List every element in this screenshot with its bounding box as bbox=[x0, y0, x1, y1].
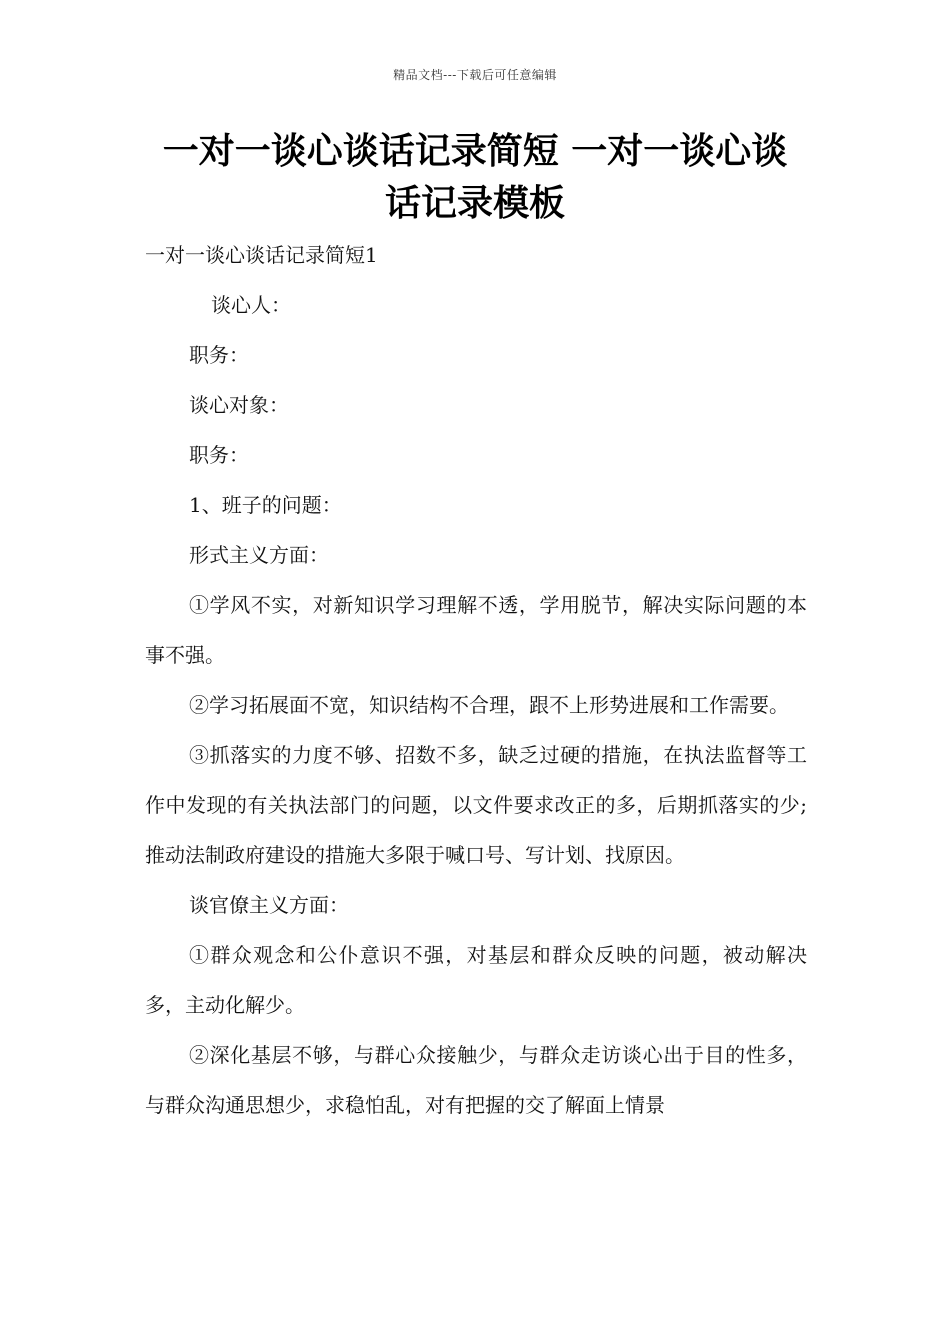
bureaucracy-item: ①群众观念和公仆意识不强，对基层和群众反映的问题，被动解决多，主动化解少。 bbox=[145, 943, 807, 1017]
formalism-item: ②学习拓展面不宽，知识结构不合理，跟不上形势进展和工作需要。 bbox=[189, 693, 789, 717]
field-target: 谈心对象： bbox=[189, 393, 289, 417]
document-title: 一对一谈心谈话记录简短 一对一谈心谈话记录模板 bbox=[162, 131, 788, 224]
subheading: 一对一谈心谈话记录简短1 bbox=[145, 243, 378, 267]
bureaucracy-item: ②深化基层不够，与群心众接触少，与群众走访谈心出于目的性多，与群众沟通思想少，求稳怕乱，对有把握的交了解面上情景 bbox=[145, 1043, 807, 1117]
field-position: 职务： bbox=[189, 343, 249, 367]
bureaucracy-heading: 谈官僚主义方面： bbox=[189, 893, 349, 917]
formalism-item: ①学风不实，对新知识学习理解不透，学用脱节，解决实际问题的本事不强。 bbox=[145, 593, 807, 667]
formalism-item: ③抓落实的力度不够、招数不多，缺乏过硬的措施，在执法监督等工作中发现的有关执法部门的问题，以文件要求改正的多，后期抓落实的少;推动法制政府建设的措施大多限于喊口号、写计划、找原因。 bbox=[145, 743, 807, 867]
formalism-heading: 形式主义方面： bbox=[189, 543, 329, 567]
header-note: 精品文档---下载后可任意编辑 bbox=[393, 68, 557, 82]
field-position: 职务： bbox=[189, 443, 249, 467]
document-body bbox=[145, 230, 807, 1130]
section-heading: 1、班子的问题： bbox=[189, 493, 342, 517]
field-talker: 谈心人： bbox=[211, 293, 291, 317]
